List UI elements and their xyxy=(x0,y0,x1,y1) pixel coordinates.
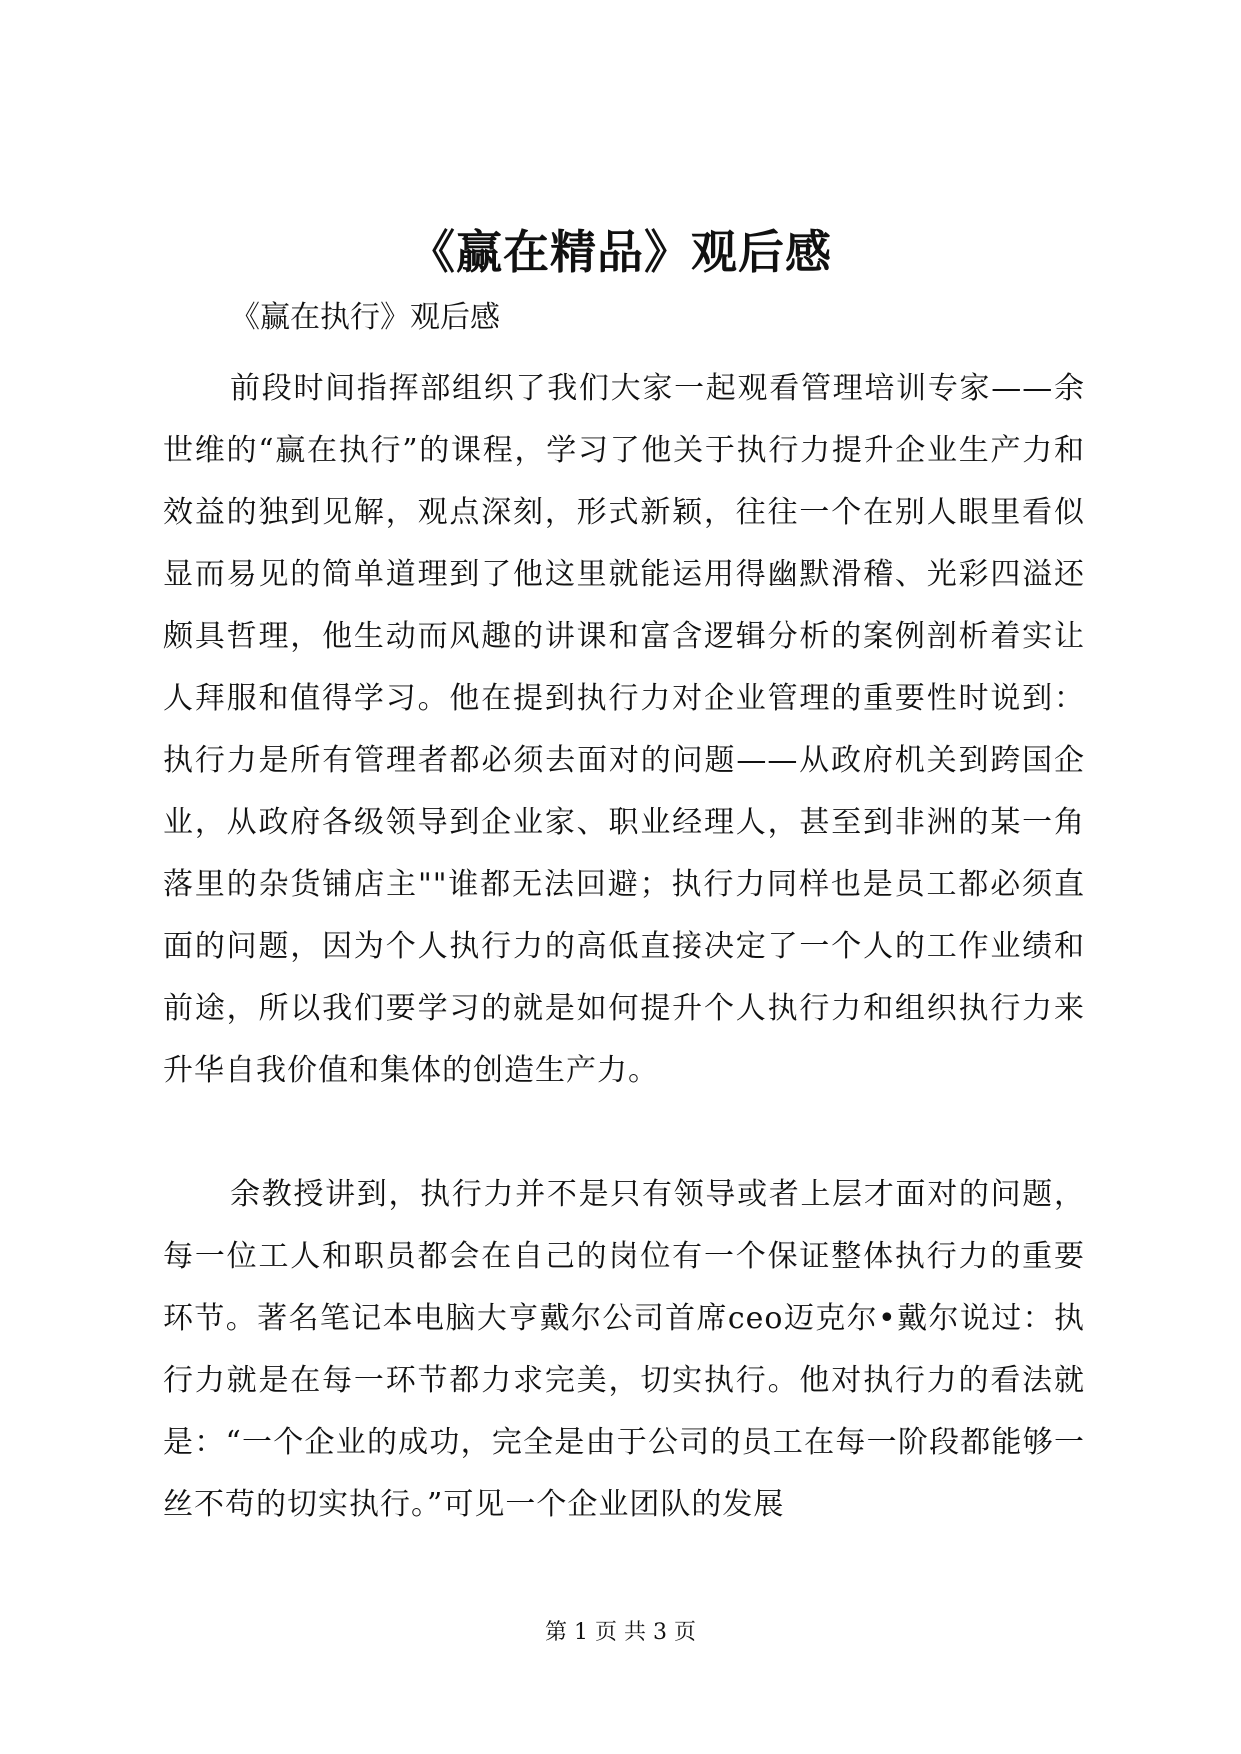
document-title: 《赢在精品》观后感 xyxy=(409,225,832,279)
document-subtitle: 《赢在执行》观后感 xyxy=(230,300,500,335)
body-paragraph: 前段时间指挥部组织了我们大家一起观看管理培训专家——余世维的“赢在执行”的课程，学习了他关于执行力提升企业生产力和效益的独到见解，观点深刻，形式新颖，往往一个在别人眼里看似显而易见的简单道理到了他这里就能运用得幽默滑稽、光彩四溢还颇具哲理，他生动而风趣的讲课和富含逻辑分析的案例剖析着实让人拜服和值得学习。他在提到执行力对企业管理的重要性时说到：执行力是所有管理者都必须去面对的问题——从政府机关到跨国企业，从政府各级领导到企业家、职业经理人，甚至到非洲的某一角落里的杂货铺店主""谁都无法回避；执行力同样也是员工都必须直面的问题，因为个人执行力的高低直接决定了一个人的工作业绩和前途，所以我们要学习的就是如何提升个人执行力和组织执行力来升华自我价值和集体的创造生产力。 xyxy=(163,371,1085,1088)
body-paragraph: 余教授讲到，执行力并不是只有领导或者上层才面对的问题，每一位工人和职员都会在自己的岗位有一个保证整体执行力的重要环节。著名笔记本电脑大亨戴尔公司首席ceo迈克尔•戴尔说过：执行力就是在每一环节都力求完美，切实执行。他对执行力的看法就是：“一个企业的成功，完全是由于公司的员工在每一阶段都能够一丝不苟的切实执行。”可见一个企业团队的发展 xyxy=(163,1177,1085,1522)
page-number: 第 1 页 共 3 页 xyxy=(545,1620,696,1645)
